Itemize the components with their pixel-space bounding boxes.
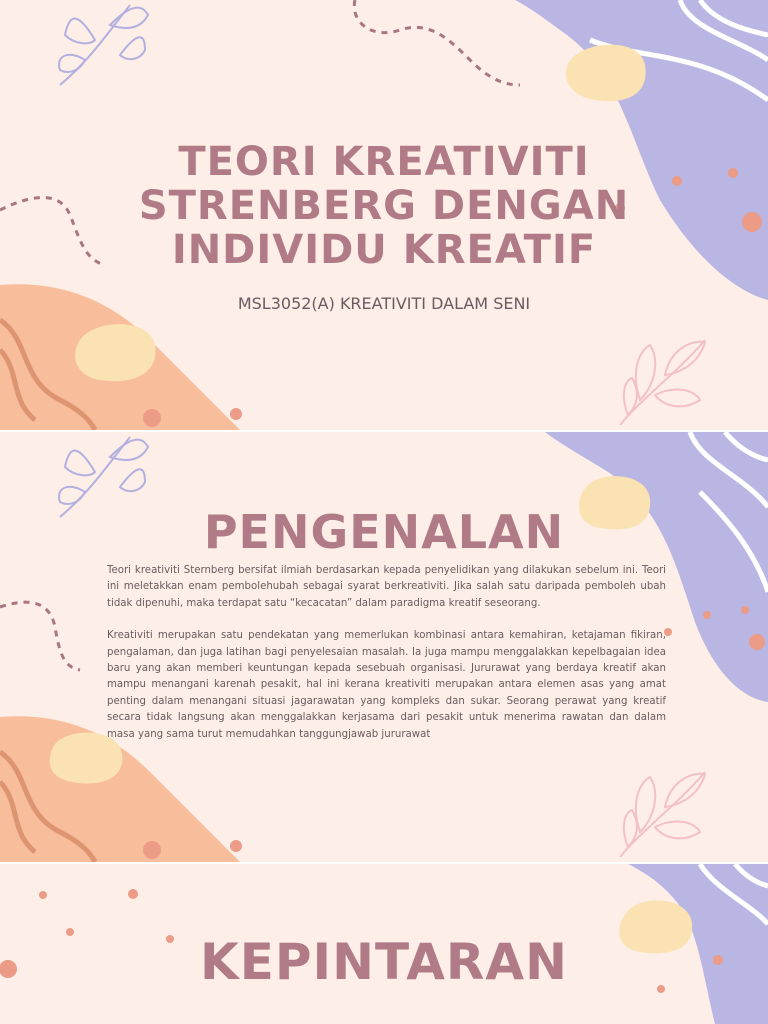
slide-intelligence [0,864,768,1024]
leaf-sprig-icon [620,340,705,425]
slide-title [0,0,768,430]
leaf-sprig-icon [620,772,705,857]
dot [39,891,47,899]
dot [703,611,711,619]
slide-introduction [0,432,768,862]
section-title: PENGENALAN [203,505,565,559]
section-title: KEPINTARAN [200,933,568,991]
title-line: TEORI KREATIVITI [178,139,590,185]
page-title [0,140,768,272]
dot [749,634,765,650]
leaf-sprig-icon [59,5,148,85]
title-line: STRENBERG DENGAN [138,183,630,229]
course-subtitle: MSL3052(A) KREATIVITI DALAM SENI [237,294,531,313]
dashed-squiggle [0,602,80,670]
paragraph: Teori kreativiti Sternberg bersifat ilmiah berdasarkan kepada penyelidikan yang dilakukan sebelum ini. Teori ini meletakkan enam pembolehubah sebagai syarat berkreativiti. Jika salah satu daripada pemboleh ubah tidak dipenuhi, maka terdapat satu “kecacatan” dalam paradigma kreatif seseorang. [107,565,666,609]
dot [230,408,242,420]
dot [143,409,161,427]
body-text [107,563,666,759]
paragraph: Kreativiti merupakan satu pendekatan yang memerlukan kombinasi antara kemahiran, ketajaman fikiran, pengalaman, dan juga latihan bagi penyelesaian masalah. Ia juga mampu menggalakkan kepelbagaian idea baru yang akan memberi keuntungan kepada sesebuah organisasi. Jururawat yang berdaya kreatif akan mampu menangani karenah pesakit, hal ini kerana kreativiti merupakan antara elemen asas yang amat penting dalam menangani situasi jagarawatan yang kompleks dan sukar. Seorang perawat yang kreatif secara tidak langsung akan menggalakkan kerjasama dari pesakit untuk menerima rawatan dan dalam masa yang sama turut memudahkan tanggungjawab jururawat [107,630,666,740]
title-line: INDIVIDU KREATIF [171,227,597,273]
dot [128,889,138,899]
dot [143,841,161,859]
dashed-squiggle [354,0,520,85]
dot [741,606,749,614]
cream-blob [566,45,646,102]
dot [230,840,242,852]
